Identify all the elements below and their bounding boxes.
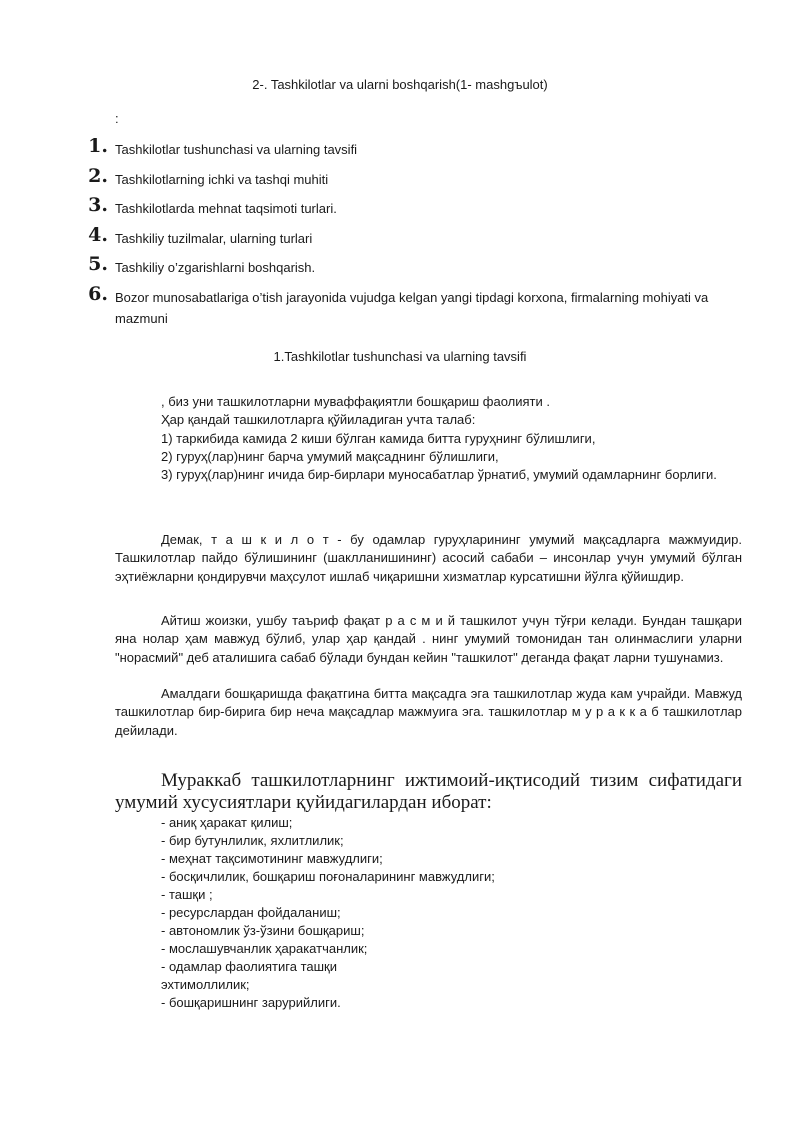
toc-text: Tashkilotlar tushunchasi va ularning tavsifi xyxy=(115,142,358,157)
paragraph-requirements xyxy=(115,393,742,484)
toc-item xyxy=(0,282,800,332)
paragraph-complex: Амалдаги бошқаришда фақатгина битта мақсадга эга ташкилотлар жуда кам учрайди. Мавжуд ташкилотлар бир-бирига бир неча мақсадлар мажмуига эга. ташкилотлар м у р а к к а б ташкилотлар дейилади. xyxy=(115,686,742,738)
list-item: - бошқаришнинг зарурийлиги. xyxy=(161,995,341,1010)
toc-number: 2. xyxy=(88,164,108,187)
list-item: - ресурслардан фойдаланиш; xyxy=(161,905,341,920)
toc-number: 4. xyxy=(88,223,108,246)
table-of-contents xyxy=(0,134,800,332)
text-line: Ҳар қандай ташкилотларга қўйиладиган учта талаб: xyxy=(161,412,476,428)
toc-text: Tashkiliy o’zgarishlarni boshqarish. xyxy=(115,260,316,275)
text-line: 2) гуруҳ(лар)нинг барча умумий мақсаднинг бўлишлиги, xyxy=(161,448,499,464)
text-paragraph: 3) гуруҳ(лар)нинг ичида бир-бирлари муносабатлар ўрнатиб, умумий одамларнинг борлиги. xyxy=(161,467,717,483)
paragraph-formal: Айтиш жоизки, ушбу таъриф фақат р а с м и й ташкилот учун тўғри келади. Бундан ташқари яна нолар ҳам мавжуд бўлиб, улар ҳар қандай . нинг умумий томонидан тан олинмаслиги уларни "норасмий" деб аталишига сабаб бўлади бундан кейин "ташкилот" деганда фақат ларни тушунамиз. xyxy=(115,613,742,665)
text-line: , биз уни ташкилотларни муваффақиятли бошқариш фаолияти . xyxy=(161,394,550,409)
toc-item xyxy=(0,134,800,164)
list-item: - меҳнат тақсимотининг мавжудлиги; xyxy=(161,851,383,866)
list-item: - ташқи ; xyxy=(161,887,213,902)
features-list xyxy=(161,814,741,1012)
colon-line: : xyxy=(115,111,119,126)
paragraph-definition: Демак, т а ш к и л о т - бу одамлар гуруҳларининг умумий мақсадларга мажмуидир. Ташкилотлар пайдо бўлишининг (шаклланишининг) асосий сабаби – инсонлар учун умумий бўлган эҳтиёжларни қондирувчи маҳсулот ишлаб чиқаришни хизматлар курсатишни йўлга қўйишдир. xyxy=(115,532,742,584)
big-heading: Мураккаб ташкилотларнинг ижтимоий-иқтисодий тизим сифатидаги умумий хусусиятлари қуйидагилардан иборат: xyxy=(115,770,742,813)
toc-item xyxy=(0,193,800,223)
toc-number: 1. xyxy=(88,135,108,157)
toc-item xyxy=(0,223,800,253)
toc-text: Tashkiliy tuzilmalar, ularning turlari xyxy=(115,230,313,246)
section-heading: 1.Tashkilotlar tushunchasi va ularning tavsifi xyxy=(273,349,527,364)
toc-number: 5. xyxy=(88,253,108,275)
toc-number: 6. xyxy=(88,282,108,305)
toc-item xyxy=(0,164,800,194)
toc-number: 3. xyxy=(88,194,108,216)
list-item: - бир бутунлилик, яхлитлилик; xyxy=(161,833,344,848)
toc-text: Tashkilotlarda mehnat taqsimoti turlari. xyxy=(115,201,337,216)
list-item: - босқичлилик, бошқариш поғоналарининг мавжудлиги; xyxy=(161,869,495,884)
toc-text: Tashkilotlarning ichki va tashqi muhiti xyxy=(115,171,329,187)
toc-text: Bozor munosabatlariga o’tish jarayonida vujudga kelgan yangi tipdagi korxona, firmalarning mohiyati va mazmuni xyxy=(115,289,709,326)
list-item: - автономлик ўз-ўзини бошқариш; xyxy=(161,923,365,938)
list-item: - аниқ ҳаракат қилиш; xyxy=(161,815,293,830)
list-item: - одамлар фаолиятига ташқи xyxy=(161,959,337,974)
list-item: эхтимоллилик; xyxy=(161,977,250,992)
document-title: 2-. Tashkilotlar va ularni boshqarish(1- mashgъulot) xyxy=(252,77,548,92)
list-item: - мослашувчанлик ҳаракатчанлик; xyxy=(161,941,368,956)
toc-item xyxy=(0,252,800,282)
text-line: 1) таркибида камида 2 киши бўлган камида битта гуруҳнинг бўлишлиги, xyxy=(161,430,596,446)
